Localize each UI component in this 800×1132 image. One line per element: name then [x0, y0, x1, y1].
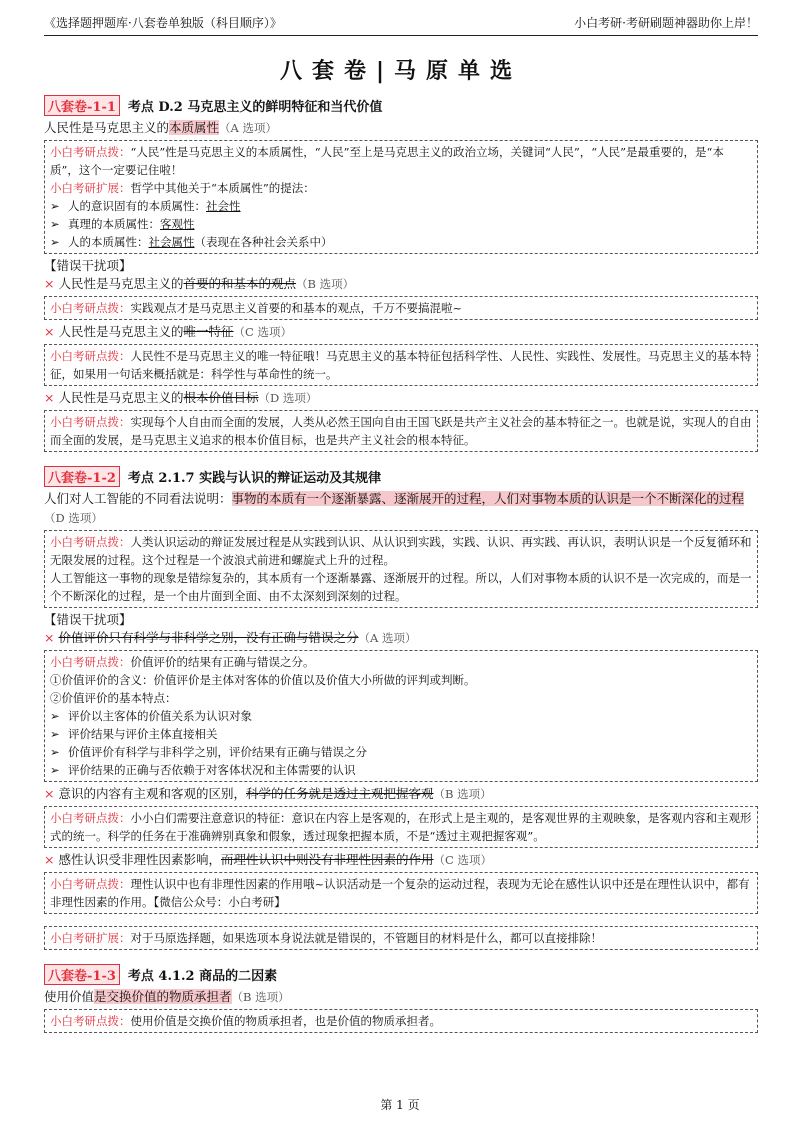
wrong-option: × 人民性是马克思主义的唯一特征（C 选项） [44, 324, 292, 339]
list-item: ➢ 价值评价有科学与非科学之别，评价结果有正确与错误之分 [50, 745, 367, 759]
list-item: ➢ 评价以主客体的价值关系为认识对象 [50, 709, 252, 723]
section-1-heading [44, 95, 758, 116]
note-box: 小白考研点拨：人类认识运动的辩证发展过程是从实践到认识、从认识到实践，实践、认识、再实践、再认识，表明认识是一个反复循环和无限发展的过程。这个过程是一个波浪式前进和螺旋式上升的过程。 人工智能这一事物的现象是错综复杂的，其本质有一个逐渐暴露、逐渐展开的过程。所以，人们对事物本质的认识不是一次完成的，而是一个不断深化的过程，是一个由片面到全面、由不太深刻到深刻的过程。 [44, 530, 758, 608]
note-box: 小白考研点拨：理性认识中也有非理性因素的作用哦~认识活动是一个复杂的运动过程，表现为无论在感性认识中还是在理性认识中，都有非理性因素的作用。【微信公众号：小白考研】 [44, 872, 758, 914]
page-header [44, 14, 758, 36]
list-item: ➢ 人的意识固有的本质属性：社会性 [50, 199, 241, 213]
section-tag: 八套卷-1-3 [44, 964, 120, 985]
header-left: 《选择题押题库·八套卷单独版（科目顺序）》 [44, 16, 282, 30]
note-box: 小白考研点拨：价值评价的结果有正确与错误之分。 ①价值评价的含义：价值评价是主体对客体的价值以及价值大小所做的评判或判断。 ②价值评价的基本特点： ➢ 评价以主客体的价值关系为认识对象 ➢ 评价结果与评价主体直接相关 ➢ 价值评价有科学与非科学之别，评价结果有正确与错误之分 ➢ 评价结果的正确与否依赖于对客体状况和主体需要的认识 [44, 650, 758, 782]
answer-line: 人们对人工智能的不同看法说明：事物的本质有一个逐渐暴露、逐渐展开的过程，人们对事物本质的认识是一个不断深化的过程（D 选项） [44, 491, 745, 525]
list-item: ➢ 评价结果与评价主体直接相关 [50, 727, 218, 741]
page-title: 八套卷|马原单选 [279, 59, 523, 84]
wrong-option: × 价值评价只有科学与非科学之别，没有正确与错误之分（A 选项） [44, 630, 417, 645]
answer-line: 人民性是马克思主义的本质属性（A 选项） [44, 120, 277, 135]
section-title: 考点 4.1.2 商品的二因素 [127, 969, 278, 984]
section-title: 考点 2.1.7 实践与认识的辩证运动及其规律 [127, 471, 382, 486]
page-number: 第 1 页 [380, 1098, 420, 1112]
wrong-option: × 意识的内容有主观和客观的区别，科学的任务就是透过主观把握客观（B 选项） [44, 786, 492, 801]
wrong-option: × 人民性是马克思主义的首要的和基本的观点（B 选项） [44, 276, 355, 291]
answer-highlight: 是交换价值的物质承担者 [94, 989, 232, 1004]
errors-heading: 【错误干扰项】 [44, 258, 132, 273]
extension-box: 小白考研扩展：对于马原选择题，如果选项本身说法就是错误的，不管题目的材料是什么，都可以直接排除！ [44, 926, 758, 950]
errors-heading: 【错误干扰项】 [44, 612, 132, 627]
section-tag: 八套卷-1-2 [44, 466, 120, 487]
section-tag: 八套卷-1-1 [44, 95, 120, 116]
section-3-heading [44, 964, 758, 985]
note-box: 小白考研点拨：“人民”性是马克思主义的本质属性，“人民”至上是马克思主义的政治立场，关键词“人民”，“人民”是最重要的，是“本质”，这个一定要记住啦！ 小白考研扩展：哲学中其他关于“本质属性”的提法： ➢ 人的意识固有的本质属性：社会性 ➢ 真理的本质属性：客观性 ➢ 人的本质属性：社会属性（表现在各种社会关系中） [44, 140, 758, 254]
note-box: 小白考研点拨：实现每个人自由而全面的发展，人类从必然王国向自由王国飞跃是共产主义社会的基本特征之一。也就是说，实现人的自由而全面的发展，是马克思主义追求的根本价值目标，也是共产主义社会的根本特征。 [44, 410, 758, 452]
answer-highlight: 本质属性 [169, 120, 220, 135]
note-box: 小白考研点拨：使用价值是交换价值的物质承担者，也是价值的物质承担者。 [44, 1009, 758, 1033]
note-box: 小白考研点拨：小小白们需要注意意识的特征：意识在内容上是客观的，在形式上是主观的，是客观世界的主观映象，是客观内容和主观形式的统一。科学的任务在于准确辨别真象和假象，透过现象把握本质，不是“透过主观把握客观”。 [44, 806, 758, 848]
list-item: ➢ 真理的本质属性：客观性 [50, 217, 195, 231]
note-box: 小白考研点拨：实践观点才是马克思主义首要的和基本的观点，千万不要搞混啦~ [44, 296, 758, 320]
list-item: ➢ 人的本质属性：社会属性（表现在各种社会关系中） [50, 235, 333, 249]
answer-line: 使用价值是交换价值的物质承担者（B 选项） [44, 989, 290, 1004]
list-item: ➢ 评价结果的正确与否依赖于对客体状况和主体需要的认识 [50, 763, 356, 777]
section-title: 考点 D.2 马克思主义的鲜明特征和当代价值 [127, 100, 383, 115]
wrong-option: × 人民性是马克思主义的根本价值目标（D 选项） [44, 390, 318, 405]
note-box: 小白考研点拨：人民性不是马克思主义的唯一特征哦！马克思主义的基本特征包括科学性、人民性、实践性、发展性。马克思主义的基本特征，如果用一句话来概括就是：科学性与革命性的统一。 [44, 344, 758, 386]
answer-highlight: 事物的本质有一个逐渐暴露、逐渐展开的过程，人们对事物本质的认识是一个不断深化的过程 [231, 491, 745, 506]
page [44, 14, 758, 1035]
header-right: 小白考研·考研刷题神器助你上岸！ [574, 16, 758, 30]
section-2-heading [44, 466, 758, 487]
wrong-option: × 感性认识受非理性因素影响，而理性认识中则没有非理性因素的作用（C 选项） [44, 852, 492, 867]
